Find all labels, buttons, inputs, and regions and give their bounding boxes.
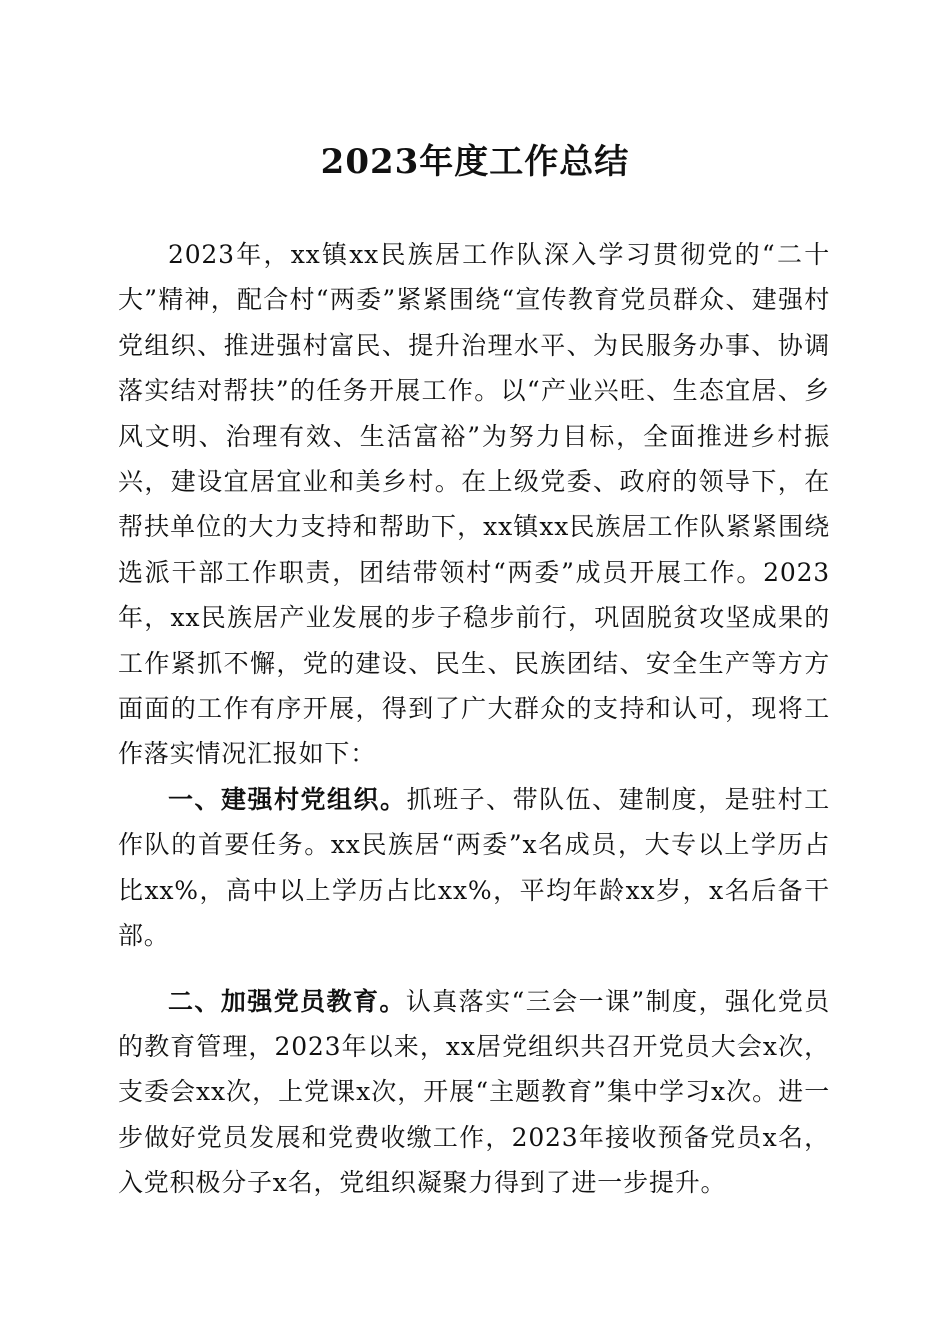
section-paragraph-1 xyxy=(118,777,830,959)
section-paragraph-2 xyxy=(118,979,830,1206)
section-text-1: 抓班子、带队伍、建制度，是驻村工作队的首要任务。xx民族居“两委”x名成员，大专以上学历占比xx%，高中以上学历占比xx%，平均年龄xx岁，x名后备干部。 xyxy=(118,784,830,951)
intro-paragraph xyxy=(118,232,830,777)
document-title: 2023年度工作总结 xyxy=(320,142,630,182)
document-body xyxy=(118,232,830,1206)
section-heading-1: 一、建强村党组织。 xyxy=(168,784,407,814)
section-heading-2: 二、加强党员教育。 xyxy=(168,986,406,1016)
section-text-2: 认真落实“三会一课”制度，强化党员的教育管理，2023年以来，xx居党组织共召开党员大会x次，支委会xx次，上党课x次，开展“主题教育”集中学习x次。进一步做好党员发展和党费收缴工作，2023年接收预备党员x名，入党积极分子x名，党组织凝聚力得到了进一步提升。 xyxy=(118,986,830,1198)
intro-paragraph-text: 2023年，xx镇xx民族居工作队深入学习贯彻党的“二十大”精神，配合村“两委”紧紧围绕“宣传教育党员群众、建强村党组织、推进强村富民、提升治理水平、为民服务办事、协调落实结对帮扶”的任务开展工作。以“产业兴旺、生态宜居、乡风文明、治理有效、生活富裕”为努力目标，全面推进乡村振兴，建设宜居宜业和美乡村。在上级党委、政府的领导下，在帮扶单位的大力支持和帮助下，xx镇xx民族居工作队紧紧围绕选派干部工作职责，团结带领村“两委”成员开展工作。2023年，xx民族居产业发展的步子稳步前行，巩固脱贫攻坚成果的工作紧抓不懈，党的建设、民生、民族团结、安全生产等方方面面的工作有序开展，得到了广大群众的支持和认可，现将工作落实情况汇报如下： xyxy=(118,240,830,769)
